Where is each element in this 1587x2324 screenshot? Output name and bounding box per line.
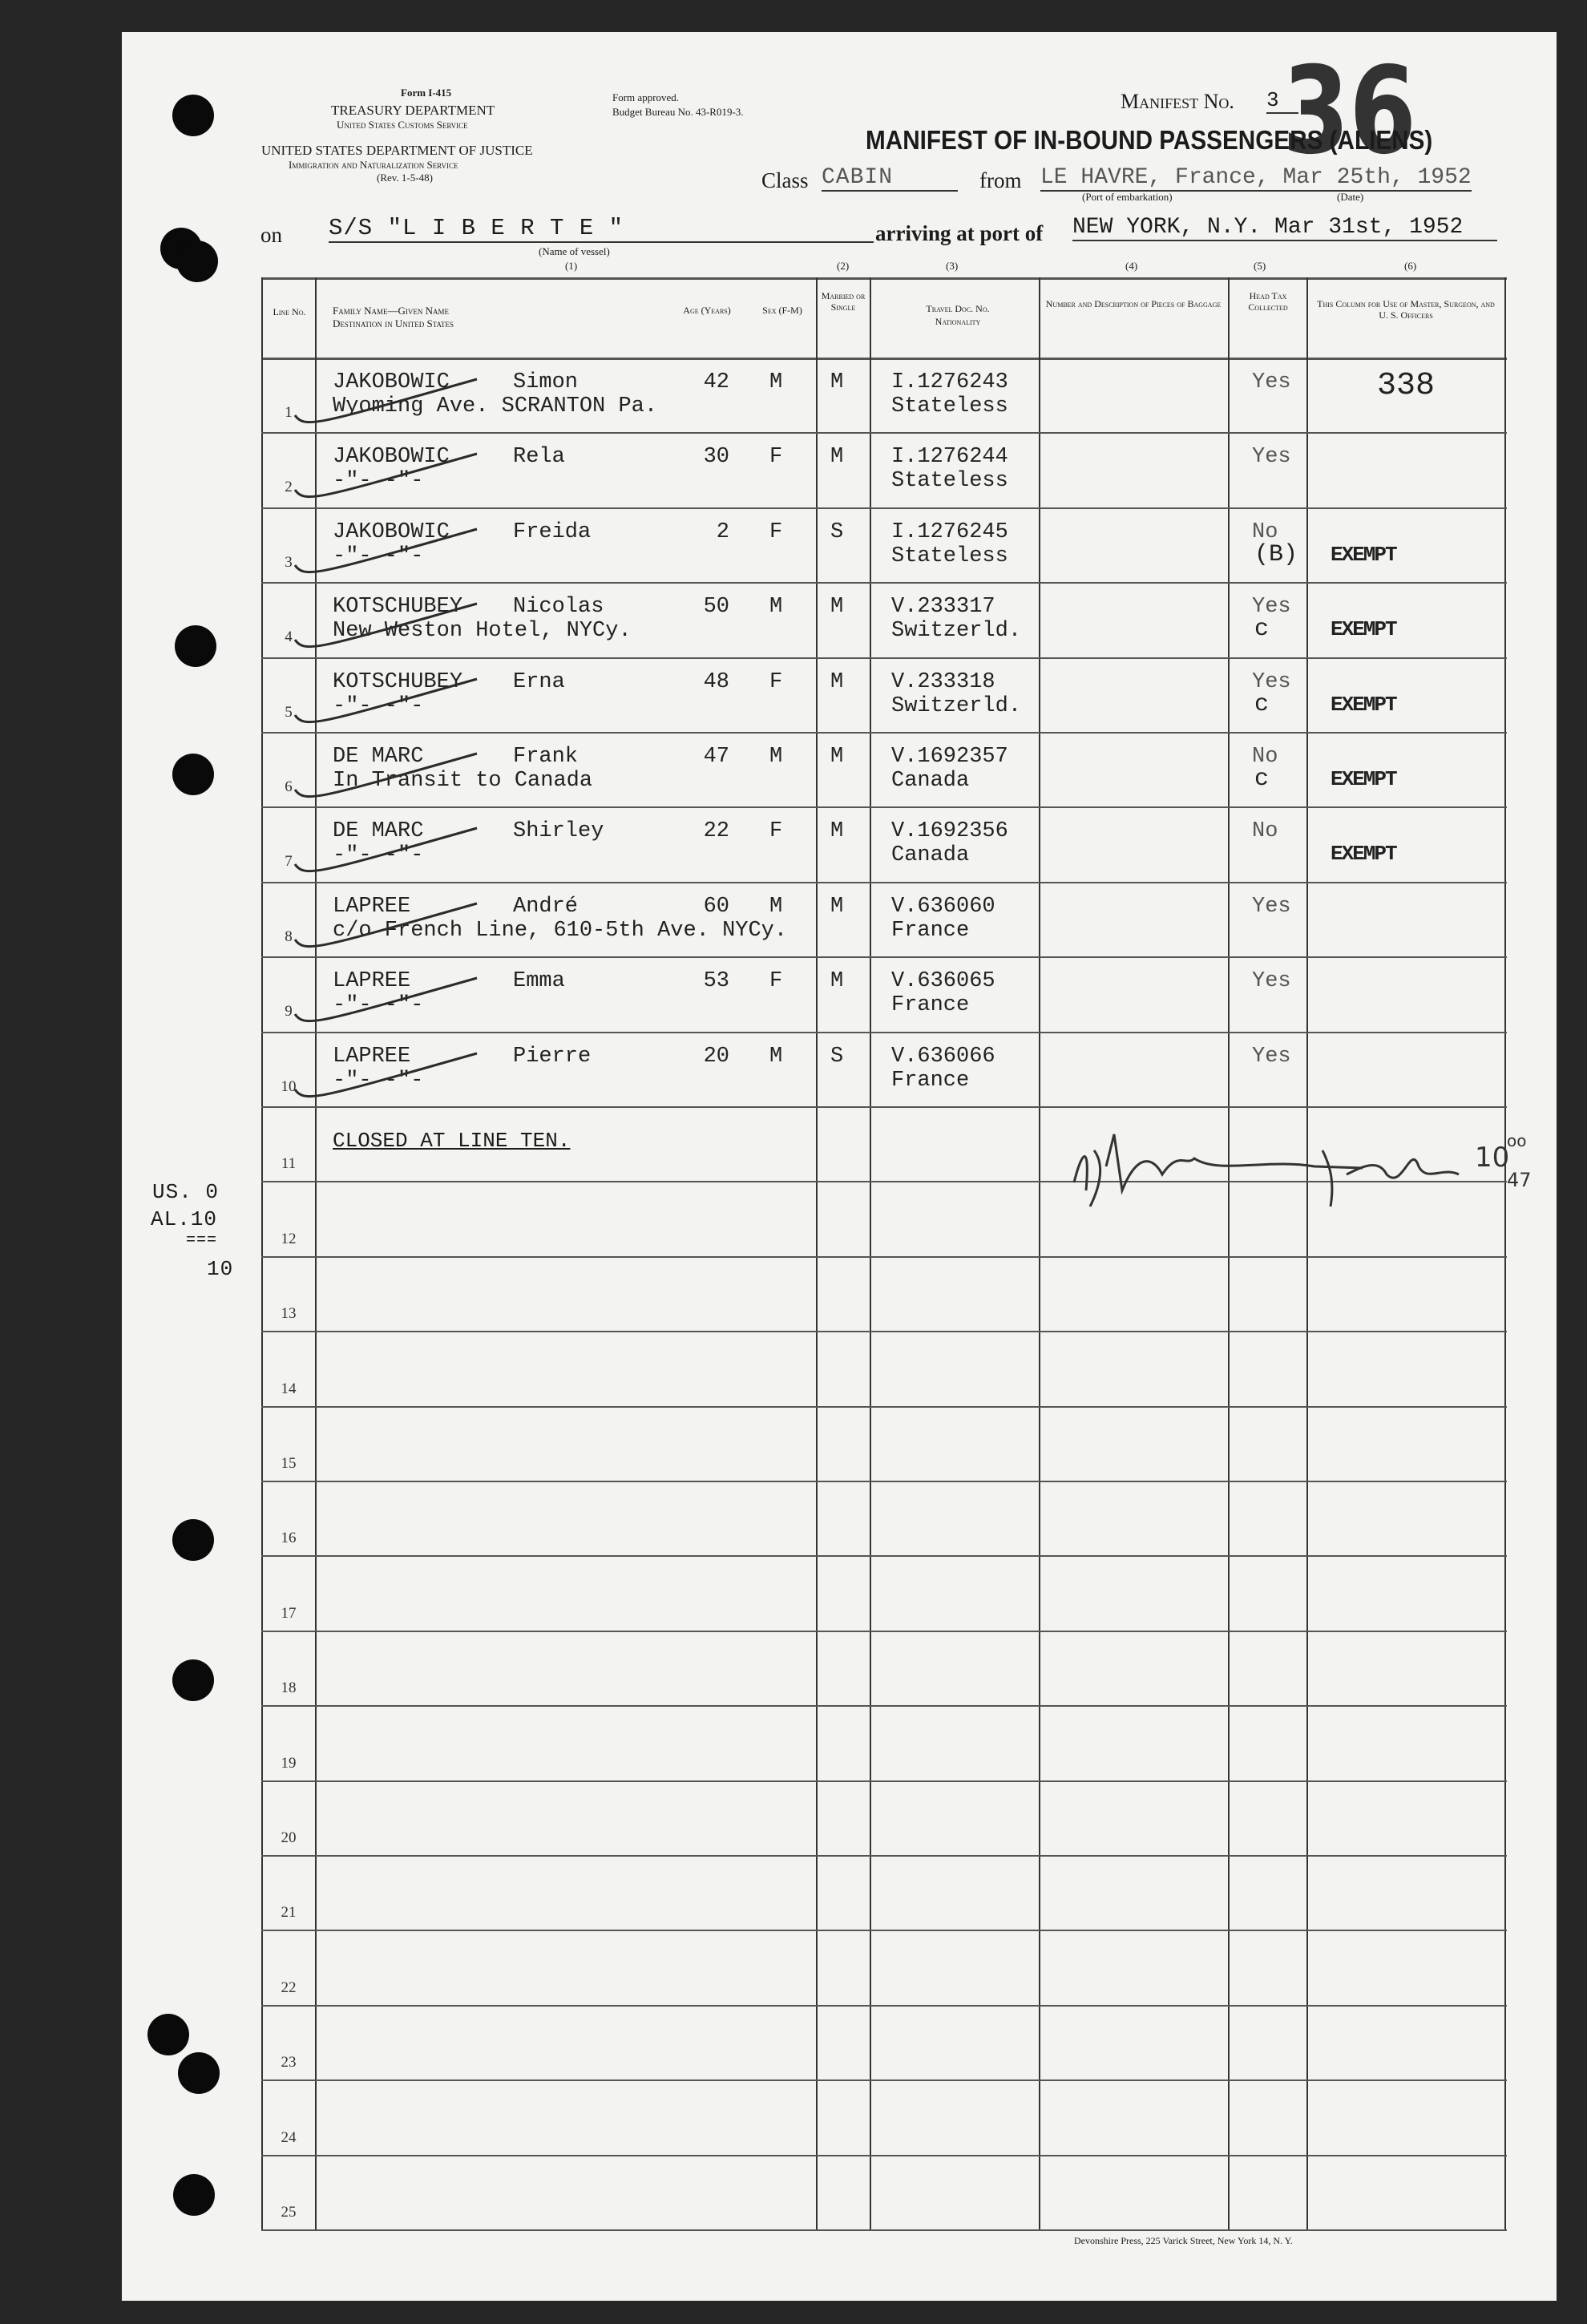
family-name: LAPREE bbox=[333, 894, 411, 919]
destination: Wyoming Ave. SCRANTON Pa. bbox=[333, 394, 658, 418]
class-value: CABIN bbox=[822, 165, 958, 192]
manifest-stamp-number: 36 bbox=[1282, 42, 1416, 181]
given-name: Emma bbox=[513, 969, 565, 994]
vessel-value: S/S "L I B E R T E " bbox=[329, 215, 874, 243]
given-name: André bbox=[513, 894, 579, 919]
arrival-value: NEW YORK, N.Y. Mar 31st, 1952 bbox=[1072, 215, 1497, 241]
row-divider bbox=[261, 732, 1507, 734]
check-mark-icon bbox=[289, 675, 481, 731]
given-name: Frank bbox=[513, 745, 579, 769]
travel-doc-no: V.636060 bbox=[891, 894, 995, 919]
tally-separator: === bbox=[186, 1231, 218, 1250]
line-number: 23 bbox=[281, 2054, 297, 2071]
svg-text:oo: oo bbox=[1507, 1131, 1527, 1150]
head-tax: Yes bbox=[1252, 595, 1291, 620]
head-tax: Yes bbox=[1252, 894, 1291, 919]
sex: F bbox=[769, 445, 783, 470]
nationality: Stateless bbox=[891, 544, 1008, 568]
row-divider bbox=[261, 1331, 1507, 1332]
destination: In Transit to Canada bbox=[333, 769, 593, 793]
row-divider bbox=[261, 956, 1507, 958]
nationality: Switzerld. bbox=[891, 619, 1022, 644]
head-tax-mark: (B) bbox=[1254, 540, 1298, 568]
row-divider bbox=[261, 882, 1507, 883]
binder-hole bbox=[173, 2174, 215, 2216]
head-tax: Yes bbox=[1252, 445, 1291, 470]
exempt-stamp: EXEMPT bbox=[1331, 842, 1396, 867]
col-number-5: (5) bbox=[1254, 260, 1266, 272]
header-baggage: Number and Description of Pieces of Baggage bbox=[1045, 298, 1222, 309]
nationality: Canada bbox=[891, 769, 970, 793]
age: 30 bbox=[703, 445, 729, 470]
age: 53 bbox=[703, 969, 729, 994]
nationality: France bbox=[891, 993, 970, 1018]
tally-us: US. 0 bbox=[152, 1180, 220, 1204]
binder-hole bbox=[172, 754, 214, 795]
given-name: Pierre bbox=[513, 1044, 592, 1069]
family-name: DE MARC bbox=[333, 819, 424, 844]
col-number-2: (2) bbox=[837, 260, 850, 272]
head-tax-mark: c bbox=[1254, 616, 1270, 644]
line-number: 13 bbox=[281, 1305, 297, 1323]
age: 2 bbox=[716, 519, 729, 544]
exempt-stamp: EXEMPT bbox=[1331, 542, 1396, 567]
row-divider bbox=[261, 1555, 1507, 1557]
col-number-3: (3) bbox=[946, 260, 959, 272]
nationality: France bbox=[891, 918, 970, 943]
col-number-4: (4) bbox=[1125, 260, 1138, 272]
row-divider bbox=[261, 2005, 1507, 2007]
sex: M bbox=[769, 595, 783, 620]
line-number: 19 bbox=[281, 1754, 297, 1772]
header-married: Married or Single bbox=[821, 290, 866, 313]
marital-status: M bbox=[830, 669, 844, 694]
sex: M bbox=[769, 1044, 783, 1069]
travel-doc-no: I.1276245 bbox=[891, 519, 1008, 544]
row-divider bbox=[261, 1032, 1507, 1033]
row-divider bbox=[261, 1481, 1507, 1482]
head-tax: Yes bbox=[1252, 969, 1291, 994]
family-name: LAPREE bbox=[333, 1044, 411, 1069]
treasury-dept: TREASURY DEPARTMENT bbox=[331, 103, 495, 118]
line-number: 9 bbox=[285, 1003, 293, 1021]
row-divider bbox=[261, 507, 1507, 509]
destination: c/o French Line, 610-5th Ave. NYCy. bbox=[333, 918, 788, 943]
official-signature bbox=[1058, 1118, 1539, 1231]
sex: M bbox=[769, 745, 783, 769]
from-value: LE HAVRE, France, Mar 25th, 1952 bbox=[1040, 165, 1472, 190]
travel-doc-no: V.636065 bbox=[891, 969, 995, 994]
given-name: Erna bbox=[513, 669, 565, 694]
marital-status: M bbox=[830, 595, 844, 620]
officer-note-number: 338 bbox=[1377, 368, 1436, 404]
row-divider bbox=[261, 1705, 1507, 1707]
travel-doc-no: V.233317 bbox=[891, 595, 995, 620]
destination: -"- -"- bbox=[333, 993, 424, 1018]
col-number-1: (1) bbox=[565, 260, 578, 272]
manifest-title: MANIFEST OF IN-BOUND PASSENGERS (ALIENS) bbox=[866, 125, 1433, 155]
form-approved: Form approved. bbox=[612, 91, 680, 103]
binder-hole bbox=[172, 95, 214, 136]
manifest-no-label: Manifest No. bbox=[1121, 90, 1234, 113]
header-sex: Sex (F-M) bbox=[762, 305, 802, 316]
travel-doc-no: I.1276244 bbox=[891, 445, 1008, 470]
row-divider bbox=[261, 1780, 1507, 1782]
sex: M bbox=[769, 370, 783, 394]
row-divider bbox=[261, 582, 1507, 584]
date-caption: (Date) bbox=[1337, 191, 1364, 203]
binder-hole bbox=[172, 1519, 214, 1561]
svg-text:47: 47 bbox=[1507, 1169, 1532, 1191]
check-mark-icon bbox=[289, 824, 481, 880]
tally-aliens: AL.10 bbox=[151, 1207, 218, 1231]
header-nationality: Nationality bbox=[935, 316, 981, 327]
travel-doc-no: I.1276243 bbox=[891, 370, 1008, 394]
row-divider bbox=[261, 2079, 1507, 2081]
tally-total: 10 bbox=[207, 1257, 234, 1281]
family-name: KOTSCHUBEY bbox=[333, 595, 463, 620]
binder-hole bbox=[176, 240, 218, 282]
header-head-tax: Head Tax Collected bbox=[1248, 290, 1288, 313]
age: 50 bbox=[703, 595, 729, 620]
row-divider bbox=[261, 1106, 1507, 1108]
line-number: 15 bbox=[281, 1455, 297, 1472]
row-divider bbox=[261, 806, 1507, 808]
nationality: Switzerld. bbox=[891, 693, 1022, 718]
row-divider bbox=[261, 1855, 1507, 1857]
age: 48 bbox=[703, 669, 729, 694]
check-mark-icon bbox=[289, 750, 481, 806]
line-number: 8 bbox=[285, 928, 293, 945]
row-divider bbox=[261, 432, 1507, 434]
marital-status: M bbox=[830, 370, 844, 394]
nationality: Canada bbox=[891, 843, 970, 868]
family-name: JAKOBOWIC bbox=[333, 519, 450, 544]
vessel-caption: (Name of vessel) bbox=[539, 245, 610, 257]
destination: -"- -"- bbox=[333, 469, 424, 494]
head-tax: No bbox=[1252, 519, 1278, 544]
marital-status: S bbox=[830, 519, 844, 544]
head-tax: No bbox=[1252, 745, 1278, 769]
line-number: 16 bbox=[281, 1530, 297, 1547]
head-tax: Yes bbox=[1252, 1044, 1291, 1069]
line-number: 10 bbox=[281, 1077, 297, 1095]
row-divider bbox=[261, 2155, 1507, 2156]
closed-note: CLOSED AT LINE TEN. bbox=[333, 1129, 571, 1153]
line-number: 2 bbox=[285, 479, 293, 496]
destination: -"- -"- bbox=[333, 693, 424, 718]
exempt-stamp: EXEMPT bbox=[1331, 617, 1396, 642]
header-line-no: Line No. bbox=[273, 306, 306, 317]
head-tax: Yes bbox=[1252, 370, 1291, 394]
sex: F bbox=[769, 969, 783, 994]
travel-doc-no: V.233318 bbox=[891, 669, 995, 694]
ins-service: Immigration and Naturalization Service bbox=[289, 159, 458, 171]
given-name: Freida bbox=[513, 519, 592, 544]
sex: F bbox=[769, 819, 783, 844]
head-tax-mark: c bbox=[1254, 766, 1270, 793]
svg-text:10: 10 bbox=[1475, 1142, 1510, 1174]
line-number: 22 bbox=[281, 1978, 297, 1996]
port-embark-caption: (Port of embarkation) bbox=[1082, 191, 1173, 203]
check-mark-icon bbox=[289, 1049, 481, 1105]
nationality: France bbox=[891, 1068, 970, 1093]
exempt-stamp: EXEMPT bbox=[1331, 692, 1396, 717]
nationality: Stateless bbox=[891, 394, 1008, 418]
manifest-no-value: 3 bbox=[1266, 88, 1298, 114]
marital-status: M bbox=[830, 969, 844, 994]
age: 22 bbox=[703, 819, 729, 844]
age: 60 bbox=[703, 894, 729, 919]
head-tax: Yes bbox=[1252, 669, 1291, 694]
binder-hole bbox=[172, 1659, 214, 1701]
marital-status: M bbox=[830, 445, 844, 470]
justice-dept: UNITED STATES DEPARTMENT OF JUSTICE bbox=[261, 143, 533, 158]
line-number: 18 bbox=[281, 1679, 297, 1697]
header-officers: This Column for Use of Master, Surgeon, and U. S. Officers bbox=[1317, 298, 1495, 321]
family-name: DE MARC bbox=[333, 745, 424, 769]
binder-hole bbox=[175, 625, 216, 667]
class-label: Class bbox=[761, 168, 809, 192]
family-name: LAPREE bbox=[333, 969, 411, 994]
line-number: 5 bbox=[285, 703, 293, 721]
on-label: on bbox=[260, 223, 282, 247]
line-number: 21 bbox=[281, 1904, 297, 1922]
binder-hole bbox=[147, 2014, 189, 2055]
check-mark-icon bbox=[289, 600, 481, 656]
col-number-6: (6) bbox=[1404, 260, 1417, 272]
marital-status: M bbox=[830, 745, 844, 769]
line-number: 25 bbox=[281, 2204, 297, 2221]
line-number: 12 bbox=[281, 1230, 297, 1247]
arriving-label: arriving at port of bbox=[875, 221, 1044, 245]
family-name: JAKOBOWIC bbox=[333, 370, 450, 394]
header-name: Family Name—Given Name bbox=[333, 305, 449, 317]
sex: F bbox=[769, 519, 783, 544]
family-name: KOTSCHUBEY bbox=[333, 669, 463, 694]
form-revision: (Rev. 1-5-48) bbox=[377, 172, 433, 184]
row-divider bbox=[261, 1256, 1507, 1258]
given-name: Shirley bbox=[513, 819, 604, 844]
printer-imprint: Devonshire Press, 225 Varick Street, New York 14, N. Y. bbox=[1074, 2235, 1293, 2246]
destination: New Weston Hotel, NYCy. bbox=[333, 619, 632, 644]
marital-status: S bbox=[830, 1044, 844, 1069]
sex: M bbox=[769, 894, 783, 919]
travel-doc-no: V.1692357 bbox=[891, 745, 1008, 769]
header-travel-doc: Travel Doc. No. bbox=[926, 303, 990, 314]
head-tax: No bbox=[1252, 819, 1278, 844]
row-divider bbox=[261, 657, 1507, 659]
check-mark-icon bbox=[289, 525, 481, 581]
line-number: 24 bbox=[281, 2128, 297, 2146]
check-mark-icon bbox=[289, 974, 481, 1030]
given-name: Simon bbox=[513, 370, 579, 394]
age: 42 bbox=[703, 370, 729, 394]
line-number: 20 bbox=[281, 1829, 297, 1846]
line-number: 7 bbox=[285, 853, 293, 871]
line-number: 14 bbox=[281, 1380, 297, 1397]
destination: -"- -"- bbox=[333, 843, 424, 868]
budget-bureau: Budget Bureau No. 43-R019-3. bbox=[612, 106, 744, 118]
marital-status: M bbox=[830, 819, 844, 844]
nationality: Stateless bbox=[891, 469, 1008, 494]
row-divider bbox=[261, 1406, 1507, 1408]
header-age: Age (Years) bbox=[683, 305, 731, 316]
binder-hole bbox=[178, 2052, 220, 2094]
head-tax-mark: c bbox=[1254, 690, 1270, 718]
line-number: 6 bbox=[285, 778, 293, 795]
line-number: 3 bbox=[285, 553, 293, 571]
check-mark-icon bbox=[289, 899, 481, 956]
line-number: 17 bbox=[281, 1604, 297, 1622]
sex: F bbox=[769, 669, 783, 694]
age: 47 bbox=[703, 745, 729, 769]
destination: -"- -"- bbox=[333, 544, 424, 568]
marital-status: M bbox=[830, 894, 844, 919]
customs-service: United States Customs Service bbox=[337, 119, 468, 131]
given-name: Nicolas bbox=[513, 595, 604, 620]
line-number: 4 bbox=[285, 628, 293, 646]
check-mark-icon bbox=[289, 375, 481, 431]
exempt-stamp: EXEMPT bbox=[1331, 767, 1396, 791]
travel-doc-no: V.636066 bbox=[891, 1044, 995, 1069]
line-number: 11 bbox=[281, 1155, 297, 1173]
row-divider bbox=[261, 1631, 1507, 1632]
destination: -"- -"- bbox=[333, 1068, 424, 1093]
given-name: Rela bbox=[513, 445, 565, 470]
age: 20 bbox=[703, 1044, 729, 1069]
from-label: from bbox=[979, 168, 1022, 192]
form-number: Form I-415 bbox=[401, 87, 452, 99]
header-destination: Destination in United States bbox=[333, 317, 454, 329]
check-mark-icon bbox=[289, 450, 481, 506]
family-name: JAKOBOWIC bbox=[333, 445, 450, 470]
line-number: 1 bbox=[285, 404, 293, 421]
row-divider bbox=[261, 1930, 1507, 1931]
travel-doc-no: V.1692356 bbox=[891, 819, 1008, 844]
